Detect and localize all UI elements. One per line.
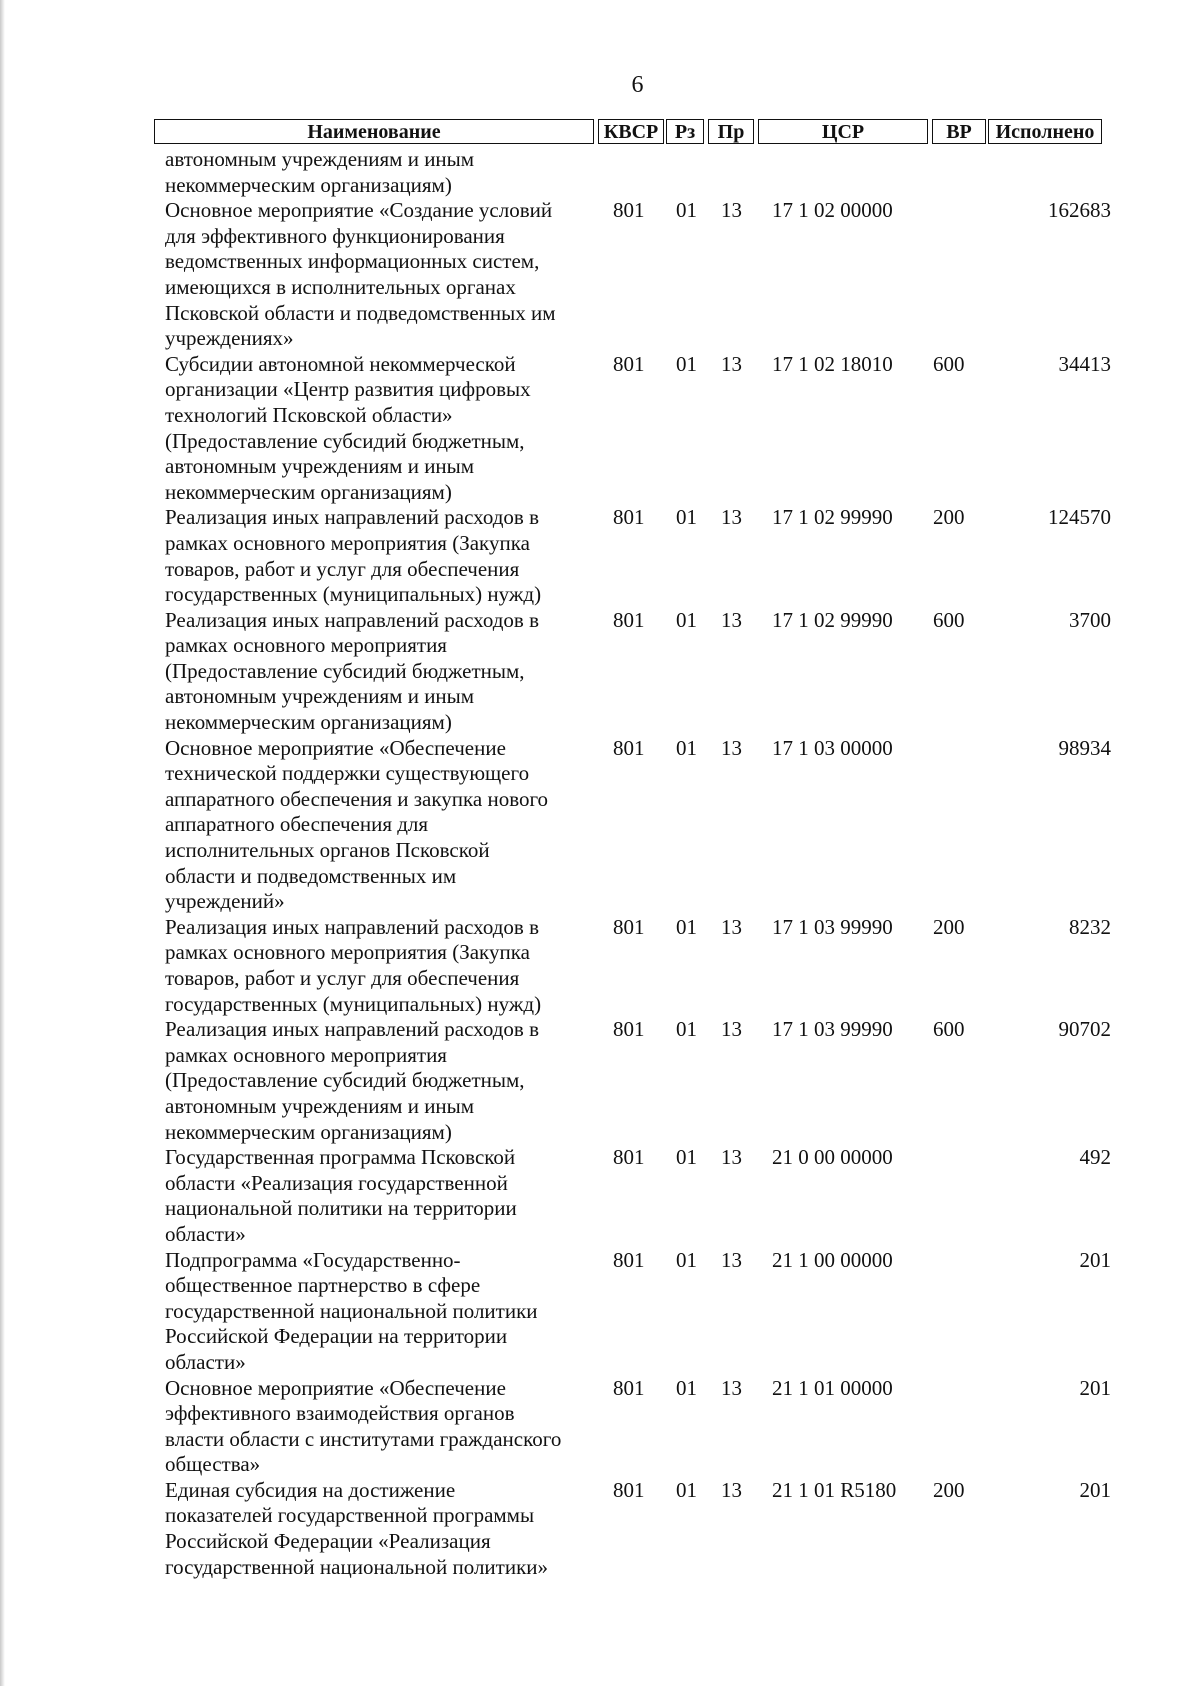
row-csr: 21 1 01 R5180 [772,1477,897,1502]
row-kvsr: 801 [613,914,645,939]
row-name: Основное мероприятие «Обеспечение технической поддержки существующего аппаратного обеспечения и закупка нового аппаратного обеспечения для исполнительных органов Псковской области и подведомственных им учреждений» [165,735,549,914]
row-kvsr: 801 [613,198,645,223]
row-rz: 01 [676,351,697,376]
header-executed: Исполнено [988,119,1102,144]
row-name: Реализация иных направлений расходов в рамках основного мероприятия (Предоставление субсидий бюджетным, автономным учреждениям и иным некоммерческим организациям) [165,1017,540,1144]
table-row [0,736,1200,915]
header-csr: ЦСР [758,119,928,144]
row-kvsr: 801 [613,607,645,632]
table-row [0,198,1200,352]
table-row [0,1248,1200,1376]
row-name: Государственная программа Псковской области «Реализация государственной национальной политики на территории области» [165,1145,517,1246]
row-vr: 200 [933,505,965,530]
row-rz: 01 [676,1477,697,1502]
row-rz: 01 [676,607,697,632]
row-name: Подпрограмма «Государственно- общественное партнерство в сфере государственной национальной политики Российской Федерации на территории области» [165,1247,538,1374]
row-executed: 124570 [1048,505,1111,530]
row-rz: 01 [676,1247,697,1272]
row-csr: 17 1 02 99990 [772,607,893,632]
table-row [0,1145,1200,1247]
row-name: автономным учреждениям и иным некоммерческим организациям) [165,147,475,197]
row-executed: 201 [1079,1477,1111,1502]
row-executed: 162683 [1048,198,1111,223]
row-name: Реализация иных направлений расходов в рамках основного мероприятия (Закупка товаров, работ и услуг для обеспечения государственных (муниципальных) нужд) [165,914,542,1016]
table-row [0,147,1200,198]
row-vr: 600 [933,351,965,376]
row-kvsr: 801 [613,1017,645,1042]
header-name: Наименование [154,119,594,144]
row-kvsr: 801 [613,735,645,760]
row-pr: 13 [721,914,742,939]
page-number: 6 [631,72,644,98]
row-pr: 13 [721,1375,742,1400]
row-executed: 34413 [1058,351,1111,376]
row-pr: 13 [721,1145,742,1170]
row-rz: 01 [676,505,697,530]
row-executed: 492 [1079,1145,1111,1170]
table-row [0,1376,1200,1478]
row-rz: 01 [676,914,697,939]
row-pr: 13 [721,1017,742,1042]
row-name: Субсидии автономной некоммерческой организации «Центр развития цифровых технологий Псковской области» (Предоставление субсидий бюджетным, автономным учреждениям и иным некоммерческим организациям) [165,351,531,504]
row-kvsr: 801 [613,1247,645,1272]
row-kvsr: 801 [613,1477,645,1502]
row-pr: 13 [721,607,742,632]
row-pr: 13 [721,198,742,223]
table-row [0,608,1200,736]
row-vr: 200 [933,1477,965,1502]
table-row [0,352,1200,506]
table-body [0,147,1200,1580]
row-rz: 01 [676,1375,697,1400]
row-rz: 01 [676,1145,697,1170]
row-vr: 600 [933,1017,965,1042]
row-kvsr: 801 [613,1375,645,1400]
row-csr: 17 1 02 18010 [772,351,893,376]
row-rz: 01 [676,1017,697,1042]
row-executed: 8232 [1069,914,1111,939]
row-name: Основное мероприятие «Обеспечение эффективного взаимодействия органов власти области с институтами гражданского общества» [165,1375,562,1477]
row-csr: 17 1 02 00000 [772,198,893,223]
row-csr: 21 1 01 00000 [772,1375,893,1400]
row-pr: 13 [721,1477,742,1502]
table-row [0,915,1200,1017]
header-kvsr: КВСР [598,119,664,144]
row-vr: 200 [933,914,965,939]
header-rz: Рз [666,119,704,144]
row-pr: 13 [721,351,742,376]
table-row [0,505,1200,607]
row-kvsr: 801 [613,505,645,530]
row-csr: 17 1 03 99990 [772,914,893,939]
row-kvsr: 801 [613,351,645,376]
row-csr: 17 1 02 99990 [772,505,893,530]
row-executed: 90702 [1058,1017,1111,1042]
header-vr: ВР [932,119,986,144]
row-pr: 13 [721,735,742,760]
table-row [0,1017,1200,1145]
row-name: Реализация иных направлений расходов в рамках основного мероприятия (Закупка товаров, работ и услуг для обеспечения государственных (муниципальных) нужд) [165,505,542,607]
row-csr: 21 1 00 00000 [772,1247,893,1272]
row-pr: 13 [721,505,742,530]
row-name: Основное мероприятие «Создание условий для эффективного функционирования ведомственных информационных систем, имеющихся в исполнительных органах Псковской области и подведомственных им учреждениях» [165,198,556,351]
header-pr: Пр [708,119,754,144]
row-executed: 98934 [1058,735,1111,760]
row-name: Единая субсидия на достижение показателей государственной программы Российской Федерации «Реализация государственной национальной политики» [165,1477,549,1579]
row-executed: 201 [1079,1375,1111,1400]
row-name: Реализация иных направлений расходов в рамках основного мероприятия (Предоставление субсидий бюджетным, автономным учреждениям и иным некоммерческим организациям) [165,607,540,735]
table-row [0,1478,1200,1580]
row-executed: 201 [1079,1247,1111,1272]
row-vr: 600 [933,607,965,632]
row-executed: 3700 [1069,607,1111,632]
row-csr: 17 1 03 99990 [772,1017,893,1042]
row-csr: 21 0 00 00000 [772,1145,893,1170]
row-rz: 01 [676,735,697,760]
row-csr: 17 1 03 00000 [772,735,893,760]
row-kvsr: 801 [613,1145,645,1170]
row-rz: 01 [676,198,697,223]
row-pr: 13 [721,1247,742,1272]
